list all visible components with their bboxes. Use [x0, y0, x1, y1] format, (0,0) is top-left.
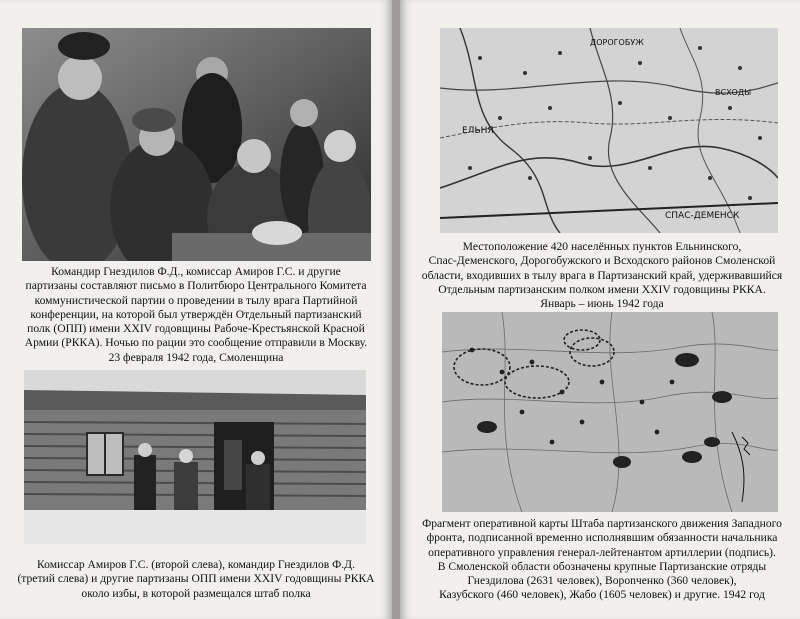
caption-line: Гнездилова (2631 человек), Ворonченко (360 человек),	[467, 574, 737, 588]
map-partisan-region	[440, 28, 778, 233]
caption-line: полк (ОПП) имени XXIV годовщины Рабоче-Крестьянской Красной	[27, 322, 365, 336]
caption-line: Комиссар Амиров Г.С. (второй слева), командир Гнездилов Ф.Д.	[37, 558, 355, 571]
right-page	[400, 0, 800, 619]
map-operational-staff	[442, 312, 778, 512]
caption-line: фронта, подписанной временно исполнявшим обязанности начальника	[426, 531, 778, 545]
caption-line: (третий слева) и другие партизаны ОПП имени XXIV годовщины РККА	[17, 572, 375, 586]
map-label-yelnya: ЕЛЬНЯ	[462, 126, 494, 136]
caption-line: Казубского (460 человек), Жабо (1605 человек) и другие. 1942 год	[439, 588, 765, 602]
caption-line: Командир Гнездилов Ф.Д., комиссар Амиров Г.С. и другие	[51, 265, 341, 278]
map-label-dorogobuzh: ДОРОГОБУЖ	[590, 38, 644, 47]
caption-line: Армии (РККА). Ночью по рации это сообщение отправили в Москву.	[24, 336, 368, 350]
caption-line: Местоположение 420 населённых пунктов Ельнинского,	[462, 240, 742, 253]
left-page	[0, 0, 392, 619]
caption-line: Отдельным партизанским полком имени XXIV годовщины РККА.	[438, 282, 766, 296]
photo-partisans-writing-letter-image	[22, 28, 371, 261]
caption-partisans-letter	[8, 265, 384, 365]
caption-line: В Смоленской области обозначены крупные Партизанские отряды	[437, 559, 767, 573]
map-label-spas-demensk: СПАС-ДЕМЕНСК	[665, 211, 740, 221]
book-gutter	[392, 0, 400, 619]
caption-operational-map	[406, 517, 798, 603]
caption-line: области, входивших в тылу врага в Партизанский край, удерживавшийся	[421, 268, 783, 282]
caption-line: конференции, на которой был утверждён Отдельный партизанский	[30, 307, 362, 321]
map-operational-staff-image	[442, 312, 778, 512]
caption-line: Спас-Деменского, Дорогобужского и Всходского районов Смоленской	[428, 254, 776, 268]
caption-line: около избы, в которой размещался штаб полка	[81, 586, 311, 600]
caption-line: 23 февраля 1942 года, Смоленщина	[108, 350, 284, 364]
caption-line: партизаны составляют письмо в Политбюро Центрального Комитета	[25, 279, 367, 293]
caption-partisan-region	[406, 240, 798, 311]
photo-partisans-near-hut	[24, 370, 366, 544]
caption-line: оперативного управления генерал-лейтенантом артиллерии (подпись).	[428, 545, 776, 559]
caption-line: коммунистической партии о проведении в тылу врага Партийной	[34, 293, 358, 307]
map-label-vskhody: ВСХОДЫ	[715, 88, 752, 97]
caption-partisans-hut	[6, 558, 386, 601]
caption-line: Январь – июнь 1942 года	[540, 297, 664, 311]
caption-line: Фрагмент оперативной карты Штаба партизанского движения Западного	[422, 517, 782, 530]
photo-partisans-writing-letter	[22, 28, 371, 261]
photo-partisans-near-hut-image	[24, 370, 366, 544]
